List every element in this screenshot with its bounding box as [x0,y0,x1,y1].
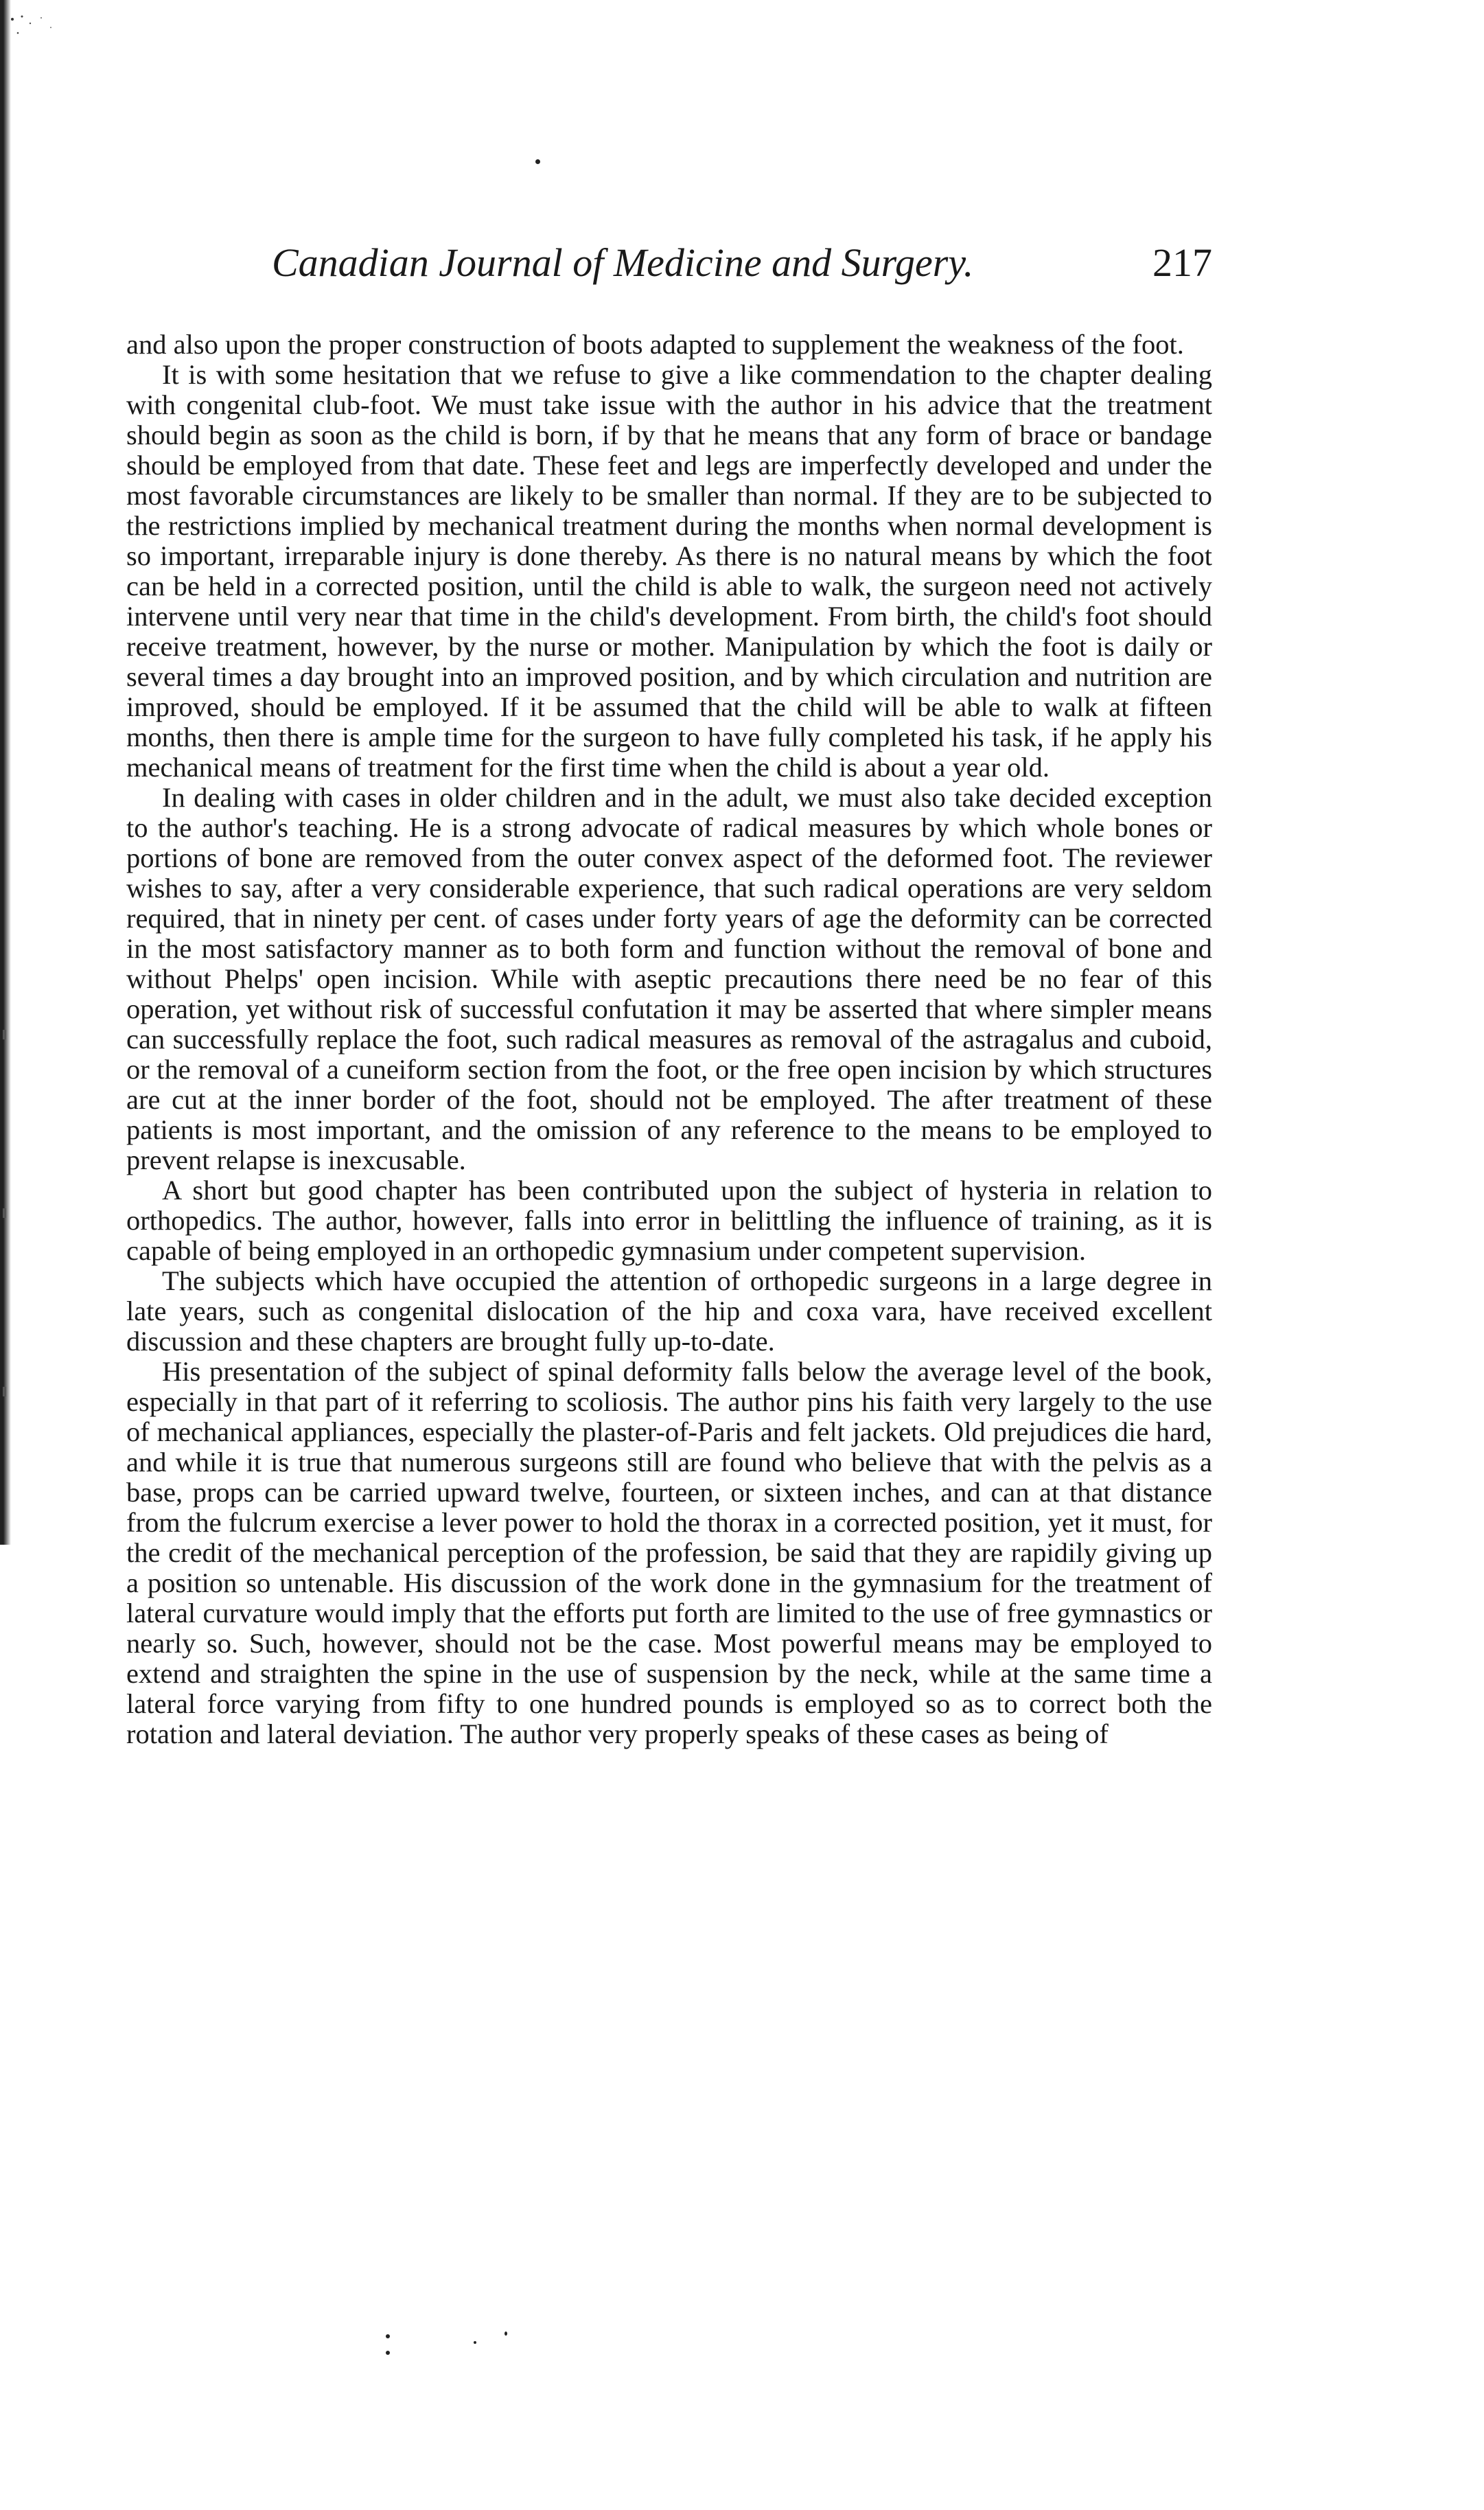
paragraph: The subjects which have occupied the attention of orthopedic surgeons in a large degree in late years, such as congenital dislocation of the hip and coxa vara, have received excellent discussion and these chapters are brought fully up-to-date. [126,1265,1212,1357]
scan-dot [505,2331,507,2336]
paragraph: A short but good chapter has been contributed upon the subject of hysteria in relation to orthopedics. The author, however, falls into error in belittling the influence of training, as it is capable of being employed in an orthopedic gymnasium under competent supervision. [126,1175,1212,1266]
margin-tick [3,1208,6,1218]
paragraph: His presentation of the subject of spinal deformity falls below the average level of the book, especially in that part of it referring to scoliosis. The author pins his faith very largely to the use of mechanical appliances, especially the plaster-of-Paris and felt jackets. Old prejudices die hard, and while it is true that numerous surgeons still are found who believe that with the pelvis as a base, props can be carried upward twelve, fourteen, or sixteen inches, and can at that distance from the fulcrum exercise a lever power to hold the thorax in a corrected position, yet it must, for the credit of the mechanical perception of the profession, be said that they are rapidily giving up a position so untenable. His discussion of the work done in the gymnasium for the treatment of lateral curvature would imply that the efforts put forth are limited to the use of free gymnastics or nearly so. Such, however, should not be the case. Most powerful means may be employed to extend and straighten the spine in the use of suspension by the neck, while at the same time a lateral force varying from fifty to one hundred pounds is employed so as to correct both the rotation and lateral deviation. The author very properly speaks of these cases as being of [126,1356,1212,1749]
paragraph: In dealing with cases in older children and in the adult, we must also take decided exception to the author's teaching. He is a strong advocate of radical measures by which whole bones or portions of bone are removed from the outer convex aspect of the deformed foot. The reviewer wishes to say, after a very considerable experience, that such radical operations are very seldom required, that in ninety per cent. of cases under forty years of age the deformity can be corrected in the most satisfactory manner as to both form and function without the removal of bone and without Phelps' open incision. While with aseptic precautions there need be no fear of this operation, yet without risk of successful confutation it may be asserted that where simpler means can successfully replace the foot, such radical measures as removal of the astragalus and cuboid, or the removal of a cuneiform section from the foot, or the free open incision by which structures are cut at the inner border of the foot, should not be employed. The after treatment of these patients is most important, and the omission of any reference to the means to be employed to prevent relapse is inexcusable. [126,782,1212,1175]
paragraph: It is with some hesitation that we refuse to give a like commendation to the chapter dealing with congenital club-foot. We must take issue with the author in his advice that the treatment should begin as soon as the child is born, if by that he means that any form of brace or bandage should be employed from that date. These feet and legs are imperfectly developed and under the most favorable circumstances are likely to be smaller than normal. If they are to be subjected to the restrictions implied by mechanical treatment during the months when normal development is so important, irreparable injury is done thereby. As there is no natural means by which the foot can be held in a corrected position, until the child is able to walk, the surgeon need not actively intervene until very near that time in the child's development. From birth, the child's foot should receive treatment, however, by the nurse or mother. Manipulation by which the foot is daily or several times a day brought into an improved position, and by which circulation and nutrition are improved, should be employed. If it be assumed that the child will be able to walk at fifteen months, then there is ample time for the surgeon to have fully completed his task, if he apply his mechanical means of treatment for the first time when the child is about a year old. [126,359,1212,783]
scan-dot [386,2351,390,2355]
margin-tick [3,1030,6,1039]
scan-binding-edge [0,0,11,1545]
paragraph: and also upon the proper construction of boots adapted to supplement the weakness of the foot. [126,329,1184,360]
running-title: Canadian Journal of Medicine and Surgery. [272,240,974,285]
article-body [126,330,1212,1749]
scan-dot [474,2341,476,2344]
scan-speckle [7,12,69,54]
page-number: 217 [1152,240,1212,285]
scan-dot [386,2334,390,2338]
page-header [272,240,1212,286]
margin-tick [3,1387,6,1396]
scan-dot [535,159,540,164]
